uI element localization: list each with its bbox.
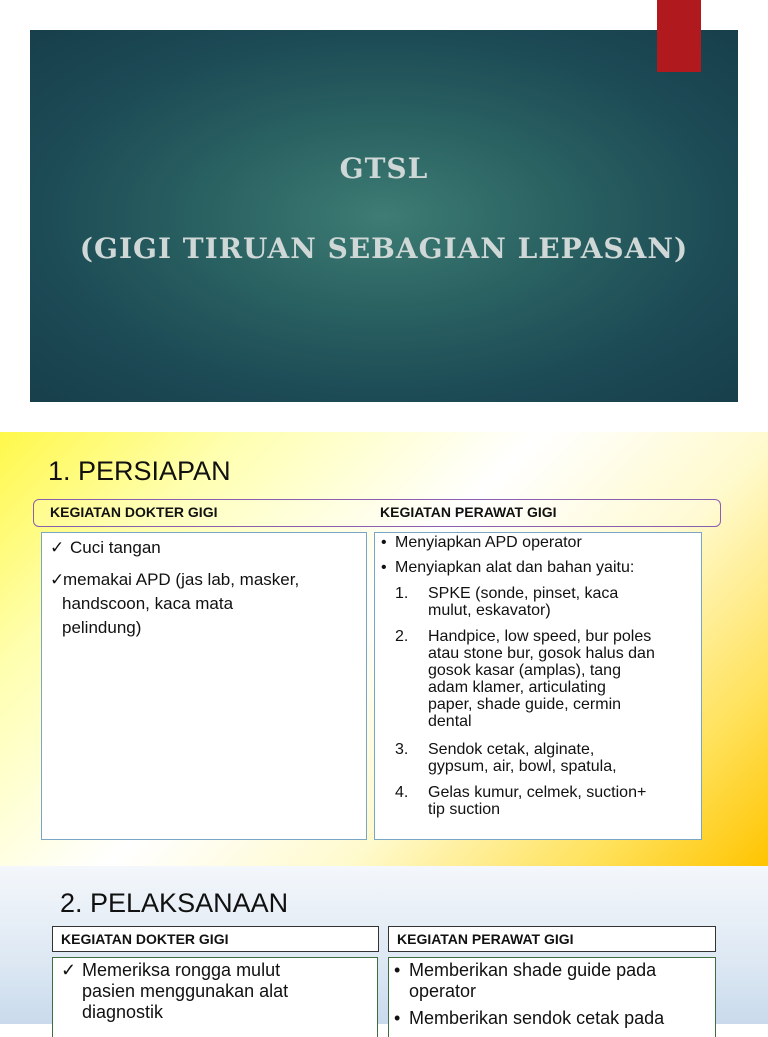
- bullet-icon: •: [394, 960, 401, 980]
- check-item-text: Cuci tangan: [70, 538, 161, 557]
- bullet-icon: •: [381, 534, 387, 551]
- item-text: gosok kasar (amplas), tang: [428, 662, 621, 679]
- bullet-text: Memberikan sendok cetak pada: [409, 1008, 665, 1028]
- item-number: 3.: [395, 741, 409, 758]
- item-number: 4.: [395, 784, 409, 801]
- item-text: Gelas kumur, celmek, suction+: [428, 784, 647, 801]
- check-item-text: pelindung): [62, 618, 142, 637]
- perawat-activities-box: [388, 957, 716, 1037]
- check-item-text: Memeriksa rongga mulut: [82, 960, 281, 980]
- item-text: SPKE (sonde, pinset, kaca: [428, 585, 619, 602]
- column-header-perawat: KEGIATAN PERAWAT GIGI: [380, 504, 557, 520]
- bullet-text: Memberikan shade guide pada: [409, 960, 657, 980]
- item-text: Sendok cetak, alginate,: [428, 741, 595, 758]
- item-text: dental: [428, 713, 472, 730]
- item-text: paper, shade guide, cermin: [428, 696, 622, 713]
- bullet-icon: •: [394, 1008, 401, 1028]
- bullet-text: operator: [409, 981, 477, 1001]
- column-header-dokter: KEGIATAN DOKTER GIGI: [52, 926, 379, 952]
- check-icon: ✓: [61, 960, 77, 980]
- item-text: Handpice, low speed, bur poles: [428, 628, 652, 645]
- accent-bar: [657, 0, 701, 72]
- slide-subtitle: (GIGI TIRUAN SEBAGIAN LEPASAN): [79, 232, 689, 265]
- title-background: [30, 30, 738, 402]
- slide-title: [0, 0, 768, 420]
- check-icon: ✓: [50, 538, 65, 557]
- dokter-activities-box: [52, 957, 378, 1037]
- bullet-text: Menyiapkan alat dan bahan yaitu:: [395, 559, 635, 576]
- item-number: 2.: [395, 628, 409, 645]
- item-text: gypsum, air, bowl, spatula,: [428, 758, 617, 775]
- item-text: mulut, eskavator): [428, 602, 551, 619]
- check-item-text: diagnostik: [82, 1002, 164, 1022]
- slide-persiapan: [0, 432, 768, 866]
- section-title: 1. PERSIAPAN: [48, 456, 231, 486]
- dokter-activities-box: [41, 532, 367, 840]
- slide-title-heading: GTSL: [339, 152, 429, 185]
- check-icon: ✓: [50, 570, 65, 589]
- item-text: adam klamer, articulating: [428, 679, 606, 696]
- check-item-text: handscoon, kaca mata: [62, 594, 234, 613]
- slide-pelaksanaan: [0, 866, 768, 1028]
- bullet-text: Menyiapkan APD operator: [395, 534, 582, 551]
- check-item-text: memakai APD (jas lab, masker,: [63, 570, 300, 589]
- bullet-icon: •: [381, 559, 387, 576]
- item-text: tip suction: [428, 801, 501, 818]
- column-header-perawat: KEGIATAN PERAWAT GIGI: [388, 926, 716, 952]
- perawat-activities-box: [374, 532, 702, 840]
- column-header-dokter: KEGIATAN DOKTER GIGI: [50, 504, 218, 520]
- item-number: 1.: [395, 585, 409, 602]
- item-text: atau stone bur, gosok halus dan: [428, 645, 655, 662]
- section-title: 2. PELAKSANAAN: [60, 888, 289, 918]
- check-item-text: pasien menggunakan alat: [82, 981, 289, 1001]
